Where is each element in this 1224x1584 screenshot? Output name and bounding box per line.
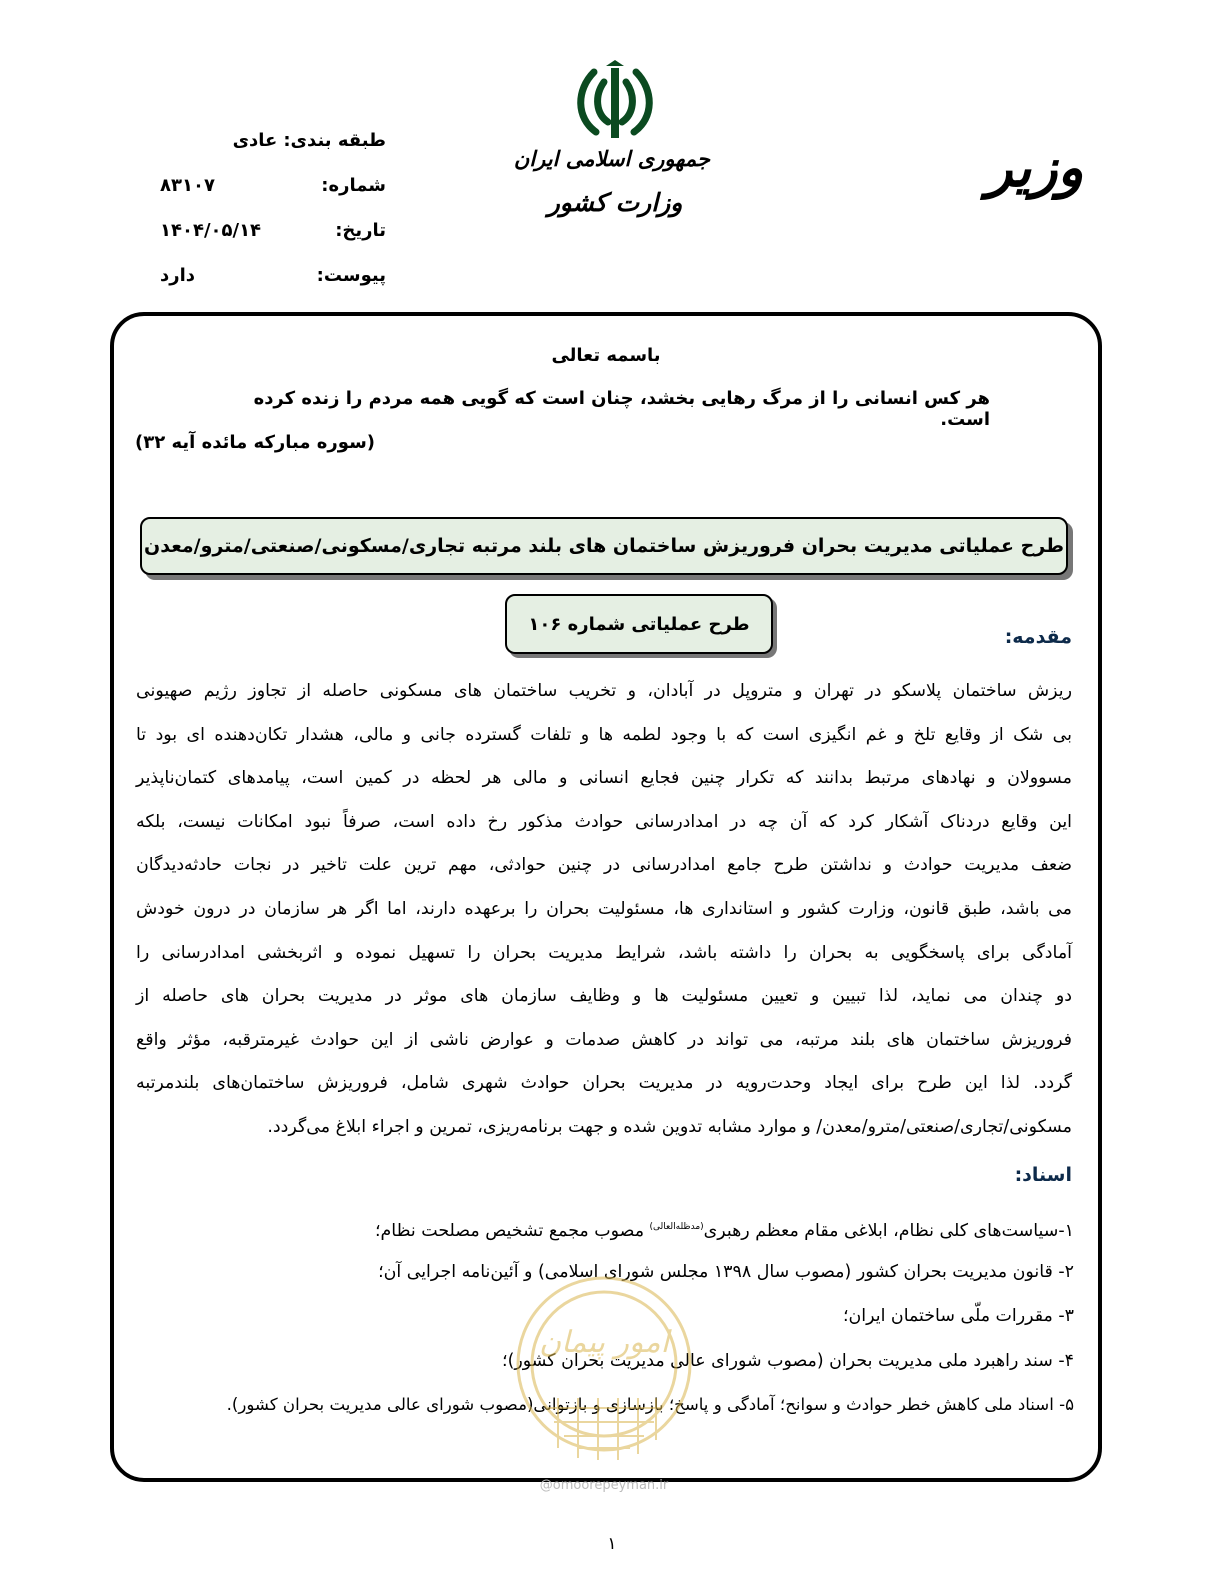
doc-superscript: (مدظله‌العالی) <box>649 1222 704 1232</box>
doc-text: ۴- سند راهبرد ملی مدیریت بحران (مصوب شورای عالی مدیریت بحران کشور)؛ <box>502 1350 1074 1371</box>
meta-label: تاریخ: <box>335 220 386 241</box>
intro-heading: مقدمه: <box>1004 626 1072 648</box>
letter-meta <box>160 118 386 298</box>
meta-attachment <box>160 253 386 298</box>
ministry-emblem <box>513 60 710 240</box>
intro-line: ریزش ساختمان پلاسکو در تهران و متروپل در آبادان، و تخریب ساختمان های مسکونی حاصله از تجاوز رژیم صهیونی <box>136 681 1072 701</box>
document-title-text: طرح عملیاتی مدیریت بحران فروریزش ساختمان های بلند مرتبه تجاری/مسکونی/صنعتی/مترو/معدن <box>144 535 1064 557</box>
intro-line: فروریزش ساختمان های بلند مرتبه، می تواند در کاهش صدمات و عوارض ناشی از این حوادث غیرمترقبه، مؤثر واقع <box>136 1029 1072 1050</box>
watermark-url: @omoorepeyman.ir <box>539 1478 669 1493</box>
doc-text: ۵- اسناد ملی کاهش خطر حوادث و سوانح؛ آمادگی و پاسخ؛ بازسازی و بازتوانی(مصوب شورای عالی مدیریت بحران کشور). <box>226 1395 1074 1414</box>
intro-line: بی شک از وقایع تلخ و غم انگیزی است که با وجود لطمه ها و تلفات گسترده جانی و مالی، هشدار تکان‌دهنده ای بود تا <box>136 724 1072 745</box>
intro-line: این وقایع دردناک آشکار کرد که آن چه در امدادرسانی حوادث مذکور رخ داده است، صرفاً نبود امکانات نیست، بلکه <box>136 811 1072 832</box>
emblem-ministry-name: وزارت کشور <box>547 188 683 217</box>
meta-label: پیوست: <box>316 265 386 286</box>
plan-number-text: طرح عملیاتی شماره ۱۰۶ <box>528 613 750 635</box>
emblem-country-name: جمهوری اسلامی ایران <box>513 146 710 171</box>
intro-line: مسکونی/تجاری/صنعتی/مترو/معدن/ و موارد مشابه تدوین شده و جهت برنامه‌ریزی، تمرین و اجراء ابلاغ می‌گردد. <box>267 1116 1072 1137</box>
quote-source: (سوره مبارکه مائده آیه ۳۲) <box>134 432 375 453</box>
intro-line: ضعف مدیریت حوادث و نداشتن طرح جامع امدادرسانی در چنین حوادثی، مهم ترین علت تاخیر در نجات حادثه‌دیدگان <box>136 855 1072 876</box>
watermark-text: امور پیمان <box>539 1325 669 1360</box>
quran-quote: هر کس انسانی را از مرگ رهایی بخشد، چنان است که گویی همه مردم را زنده کرده است. <box>253 388 990 430</box>
meta-label: طبقه بندی: <box>283 130 386 151</box>
intro-line: می باشد، طبق قانون، وزارت کشور و استانداری ها، مسئولیت بحران را برعهده دارند، اما اگر هر سازمان در درون خودش <box>136 898 1072 919</box>
doc-tail: مصوب مجمع تشخیص مصلحت نظام؛ <box>375 1220 650 1241</box>
meta-date <box>160 208 386 253</box>
iran-emblem-icon <box>570 60 660 146</box>
meta-value: ۸۳۱۰۷ <box>160 175 215 196</box>
intro-line: آمادگی برای پاسخگویی به بحران را داشته باشد، شرایط مدیریت بحران را تسهیل نموده و اثربخشی امدادرسانی را <box>136 942 1072 963</box>
minister-title: وزیر <box>986 135 1084 199</box>
intro-paragraph <box>136 670 1072 1150</box>
document-title <box>140 517 1068 575</box>
meta-classification <box>160 118 386 163</box>
plan-number-box <box>505 594 773 654</box>
meta-value: دارد <box>160 265 196 286</box>
intro-line: دو چندان می نماید، لذا تبیین و تعیین مسئولیت ها و وظایف سازمان های موثر در مدیریت بحران های حاصله از <box>136 986 1072 1007</box>
page-number: ۱ <box>607 1534 617 1554</box>
doc-text: ۱-سیاست‌های کلی نظام، ابلاغی مقام معظم رهبری <box>703 1220 1074 1241</box>
list-item <box>130 1205 1074 1250</box>
intro-line: مسوولان و نهادهای مرتبط بدانند که تکرار چنین فجایع انسانی و مالی هر لحظه در کمین است، پیامدهای کتمان‌ناپذیر <box>136 768 1072 789</box>
intro-line: گردد. لذا این طرح برای ایجاد وحدت‌رویه در مدیریت بحران حوادث شهری شامل، فروریزش ساختمان‌های بلندمرتبه <box>136 1073 1072 1094</box>
doc-text: ۲- قانون مدیریت بحران کشور (مصوب سال ۱۳۹۸ مجلس شورای اسلامی) و آئین‌نامه اجرایی آن؛ <box>378 1261 1074 1282</box>
meta-value: ۱۴۰۴/۰۵/۱۴ <box>160 220 262 241</box>
meta-value: عادی <box>232 130 278 151</box>
docs-heading: اسناد: <box>1014 1164 1072 1186</box>
watermark-seal-icon <box>498 1268 710 1492</box>
bismillah: باسمه تعالی <box>551 345 661 366</box>
doc-text: ۳- مقررات ملّی ساختمان ایران؛ <box>843 1306 1074 1326</box>
meta-number <box>160 163 386 208</box>
meta-label: شماره: <box>321 175 386 196</box>
